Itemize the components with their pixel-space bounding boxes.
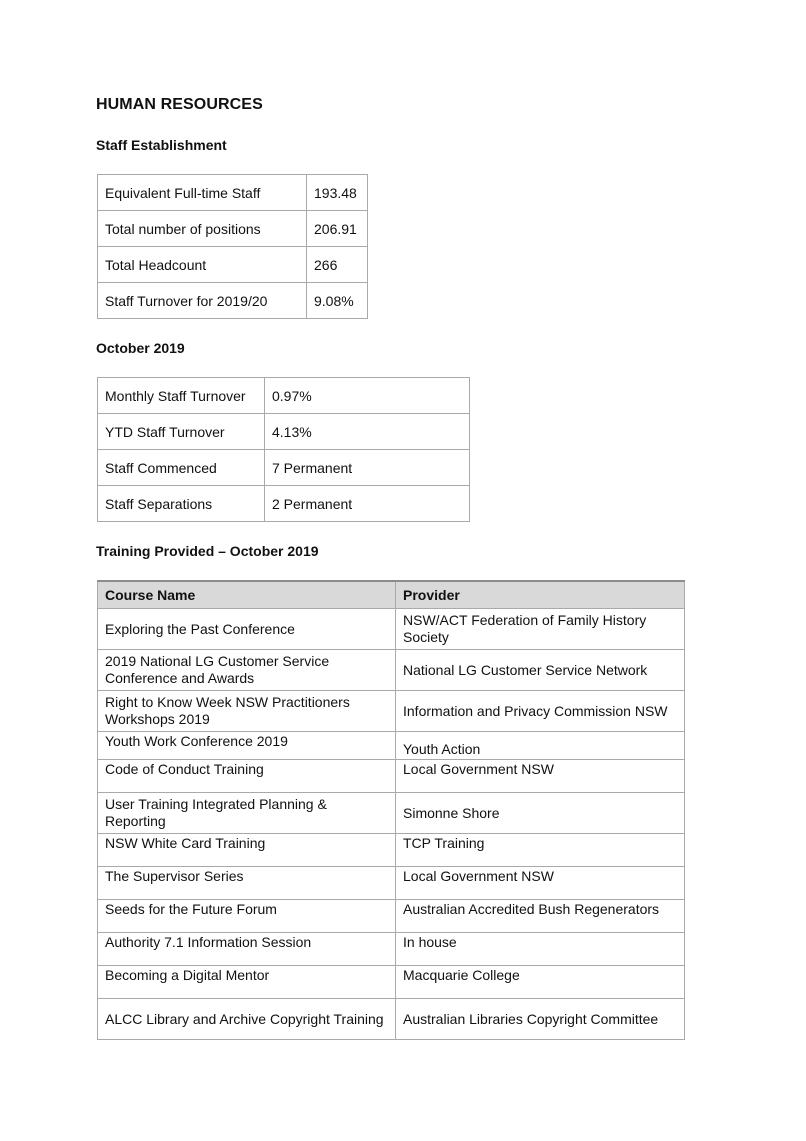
row-value: 0.97% (265, 378, 470, 414)
course-cell: User Training Integrated Planning & Reporting (98, 793, 396, 834)
row-label: Total number of positions (98, 211, 307, 247)
october-heading: October 2019 (96, 340, 185, 356)
provider-cell: Local Government NSW (396, 867, 685, 900)
provider-cell: Australian Libraries Copyright Committee (396, 999, 685, 1040)
page-title: HUMAN RESOURCES (96, 96, 263, 113)
row-value: 193.48 (307, 175, 368, 211)
provider-cell: Information and Privacy Commission NSW (396, 691, 685, 732)
provider-cell: Macquarie College (396, 966, 685, 999)
table-row (98, 933, 685, 966)
table-row (98, 999, 685, 1040)
row-value: 2 Permanent (265, 486, 470, 522)
table-row (98, 834, 685, 867)
course-cell: Exploring the Past Conference (98, 609, 396, 650)
row-value: 266 (307, 247, 368, 283)
staff-establishment-table (97, 174, 368, 319)
table-row (98, 247, 368, 283)
table-row (98, 732, 685, 760)
row-label: Staff Commenced (98, 450, 265, 486)
course-cell: 2019 National LG Customer Service Conference and Awards (98, 650, 396, 691)
table-row (98, 450, 470, 486)
row-value: 206.91 (307, 211, 368, 247)
staff-establishment-heading: Staff Establishment (96, 137, 227, 153)
table-row (98, 650, 685, 691)
course-cell: Seeds for the Future Forum (98, 900, 396, 933)
table-row (98, 691, 685, 732)
provider-cell: Simonne Shore (396, 793, 685, 834)
row-value: 9.08% (307, 283, 368, 319)
course-cell: Becoming a Digital Mentor (98, 966, 396, 999)
course-cell: NSW White Card Training (98, 834, 396, 867)
table-row (98, 283, 368, 319)
table-row (98, 793, 685, 834)
row-value: 4.13% (265, 414, 470, 450)
row-label: Equivalent Full-time Staff (98, 175, 307, 211)
row-label: Staff Turnover for 2019/20 (98, 283, 307, 319)
course-cell: ALCC Library and Archive Copyright Training (98, 999, 396, 1040)
table-row (98, 211, 368, 247)
course-cell: Right to Know Week NSW Practitioners Workshops 2019 (98, 691, 396, 732)
table-row (98, 378, 470, 414)
course-cell: The Supervisor Series (98, 867, 396, 900)
row-label: YTD Staff Turnover (98, 414, 265, 450)
table-row (98, 486, 470, 522)
row-label: Monthly Staff Turnover (98, 378, 265, 414)
provider-cell: TCP Training (396, 834, 685, 867)
provider-cell: National LG Customer Service Network (396, 650, 685, 691)
october-table (97, 377, 470, 522)
table-row (98, 867, 685, 900)
column-header-course: Course Name (98, 581, 396, 609)
table-header-row (98, 581, 685, 609)
course-cell: Authority 7.1 Information Session (98, 933, 396, 966)
provider-cell: NSW/ACT Federation of Family History Society (396, 609, 685, 650)
provider-cell: Australian Accredited Bush Regenerators (396, 900, 685, 933)
course-cell: Code of Conduct Training (98, 760, 396, 793)
table-row (98, 900, 685, 933)
provider-cell: Youth Action (396, 732, 685, 760)
row-value: 7 Permanent (265, 450, 470, 486)
table-row (98, 760, 685, 793)
table-row (98, 966, 685, 999)
table-row (98, 175, 368, 211)
table-row (98, 609, 685, 650)
provider-cell: In house (396, 933, 685, 966)
course-cell: Youth Work Conference 2019 (98, 732, 396, 760)
training-heading: Training Provided – October 2019 (96, 543, 319, 559)
table-row (98, 414, 470, 450)
row-label: Total Headcount (98, 247, 307, 283)
training-table (97, 580, 685, 1040)
column-header-provider: Provider (396, 581, 685, 609)
row-label: Staff Separations (98, 486, 265, 522)
provider-cell: Local Government NSW (396, 760, 685, 793)
